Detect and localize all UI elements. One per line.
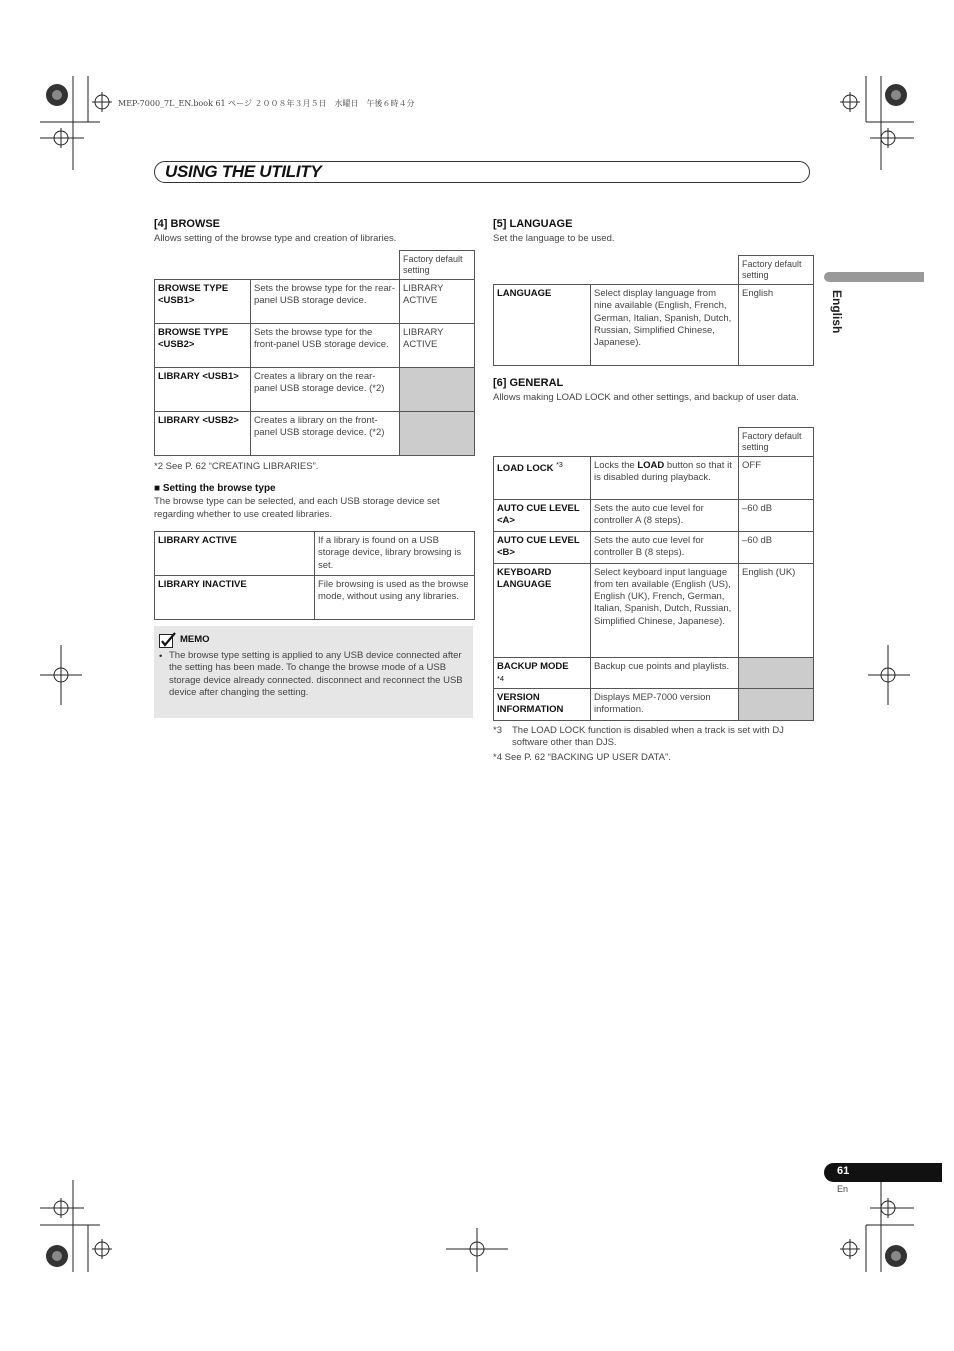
browse-type-table — [154, 531, 475, 620]
setting-name-text: BACKUP MODE — [497, 660, 569, 672]
browse-table — [154, 250, 475, 456]
setting-default: LIBRARY ACTIVE — [400, 280, 475, 324]
setting-name — [494, 657, 591, 689]
setting-description: Backup cue points and playlists. — [591, 657, 739, 689]
table-row — [494, 563, 814, 657]
page-number-tab — [824, 1163, 942, 1182]
setting-default-empty — [739, 689, 814, 721]
memo-box — [154, 626, 473, 718]
factory-default-header: Factory default setting — [739, 428, 814, 457]
setting-default-empty — [400, 368, 475, 412]
setting-name-text: LOAD LOCK — [497, 463, 554, 475]
general-heading: [6] GENERAL — [493, 377, 564, 389]
setting-default: English (UK) — [739, 563, 814, 657]
language-code: En — [837, 1184, 849, 1194]
page-number: 61 — [837, 1165, 850, 1177]
file-info: MEP-7000_7L_EN.book 61 ページ ２００８年３月５日 水曜日 午後６時４分 — [118, 99, 415, 108]
language-tab-bar — [824, 272, 924, 282]
table-row — [155, 280, 475, 324]
setting-description: Sets the auto cue level for controller B (8 steps). — [591, 532, 739, 564]
setting-name: BROWSE TYPE <USB1> — [155, 280, 251, 324]
table-row — [155, 412, 475, 456]
check-icon — [159, 632, 177, 648]
table-row — [155, 576, 475, 620]
setting-description: Sets the browse type for the rear-panel USB storage device. — [251, 280, 400, 324]
memo-text: The browse type setting is applied to any USB device connected after the setting has been made. To change the browse mode of a USB storage device already connected. disconnect and reconnect the USB device after changing the setting. — [169, 650, 463, 699]
table-row — [494, 657, 814, 689]
general-table — [493, 427, 814, 721]
setting-description: Sets the browse type for the front-panel USB storage device. — [251, 324, 400, 368]
setting-name: LIBRARY INACTIVE — [155, 576, 315, 620]
footnote-3-mark: *3 — [493, 725, 502, 736]
setting-description: Sets the auto cue level for controller A (8 steps). — [591, 500, 739, 532]
setting-name: LIBRARY ACTIVE — [155, 532, 315, 576]
setting-default: –60 dB — [739, 500, 814, 532]
footnote-4: *4 See P. 62 “BACKING UP USER DATA”. — [493, 752, 671, 763]
setting-name: AUTO CUE LEVEL <A> — [494, 500, 591, 532]
page-title: USING THE UTILITY — [165, 162, 322, 181]
setting-name: LANGUAGE — [494, 285, 591, 366]
language-heading: [5] LANGUAGE — [493, 218, 573, 230]
table-row — [155, 532, 475, 576]
table-row — [494, 500, 814, 532]
memo-label: MEMO — [180, 634, 210, 645]
setting-description: Select display language from nine available (English, French, German, Italian, Spanish, Dutch, Russian, Simplified Chinese, Japanese). — [591, 285, 739, 366]
setting-name: LIBRARY <USB2> — [155, 412, 251, 456]
setting-description: Creates a library on the front-panel USB storage device. (*2) — [251, 412, 400, 456]
setting-default-empty — [739, 657, 814, 689]
setting-description: File browsing is used as the browse mode, without using any libraries. — [315, 576, 475, 620]
factory-default-header: Factory default setting — [739, 256, 814, 285]
browse-footnote: *2 See P. 62 “CREATING LIBRARIES”. — [154, 461, 319, 472]
factory-default-header: Factory default setting — [400, 251, 475, 280]
table-row — [155, 368, 475, 412]
table-row — [155, 324, 475, 368]
language-tab — [822, 290, 852, 360]
table-row — [494, 285, 814, 366]
table-row — [494, 532, 814, 564]
setting-name: KEYBOARD LANGUAGE — [494, 563, 591, 657]
language-description: Set the language to be used. — [493, 233, 615, 244]
language-tab-label: English — [830, 290, 844, 334]
browse-heading: [4] BROWSE — [154, 218, 220, 230]
setting-name: BROWSE TYPE <USB2> — [155, 324, 251, 368]
setting-name: VERSION INFORMATION — [494, 689, 591, 721]
setting-browse-heading: ■ Setting the browse type — [154, 483, 276, 494]
setting-description: Creates a library on the rear-panel USB storage device. (*2) — [251, 368, 400, 412]
language-table — [493, 255, 814, 366]
setting-description: If a library is found on a USB storage device, library browsing is set. — [315, 532, 475, 576]
setting-description: Locks the LOAD button so that it is disabled during playback. — [591, 457, 739, 500]
setting-description: Displays MEP-7000 version information. — [591, 689, 739, 721]
setting-default: LIBRARY ACTIVE — [400, 324, 475, 368]
setting-name: AUTO CUE LEVEL <B> — [494, 532, 591, 564]
setting-default: English — [739, 285, 814, 366]
setting-browse-description: The browse type can be selected, and each USB storage device set regarding whether to use created libraries. — [154, 496, 440, 520]
setting-default: OFF — [739, 457, 814, 500]
setting-default: –60 dB — [739, 532, 814, 564]
setting-name: LIBRARY <USB1> — [155, 368, 251, 412]
footnote-ref: *3 — [556, 462, 563, 469]
memo-bullet: • — [159, 651, 163, 662]
table-row — [494, 689, 814, 721]
setting-name — [494, 457, 591, 500]
footnote-3: The LOAD LOCK function is disabled when a track is set with DJ software other than DJS. — [512, 725, 784, 748]
setting-default-empty — [400, 412, 475, 456]
setting-description: Select keyboard input language from ten available (English (US), English (UK), French, German, Italian, Spanish, Dutch, Russian, Simplified Chinese, Japanese). — [591, 563, 739, 657]
browse-description: Allows setting of the browse type and creation of libraries. — [154, 233, 397, 244]
footnote-ref: *4 — [497, 673, 505, 683]
general-description: Allows making LOAD LOCK and other settings, and backup of user data. — [493, 392, 799, 403]
table-row — [494, 457, 814, 500]
